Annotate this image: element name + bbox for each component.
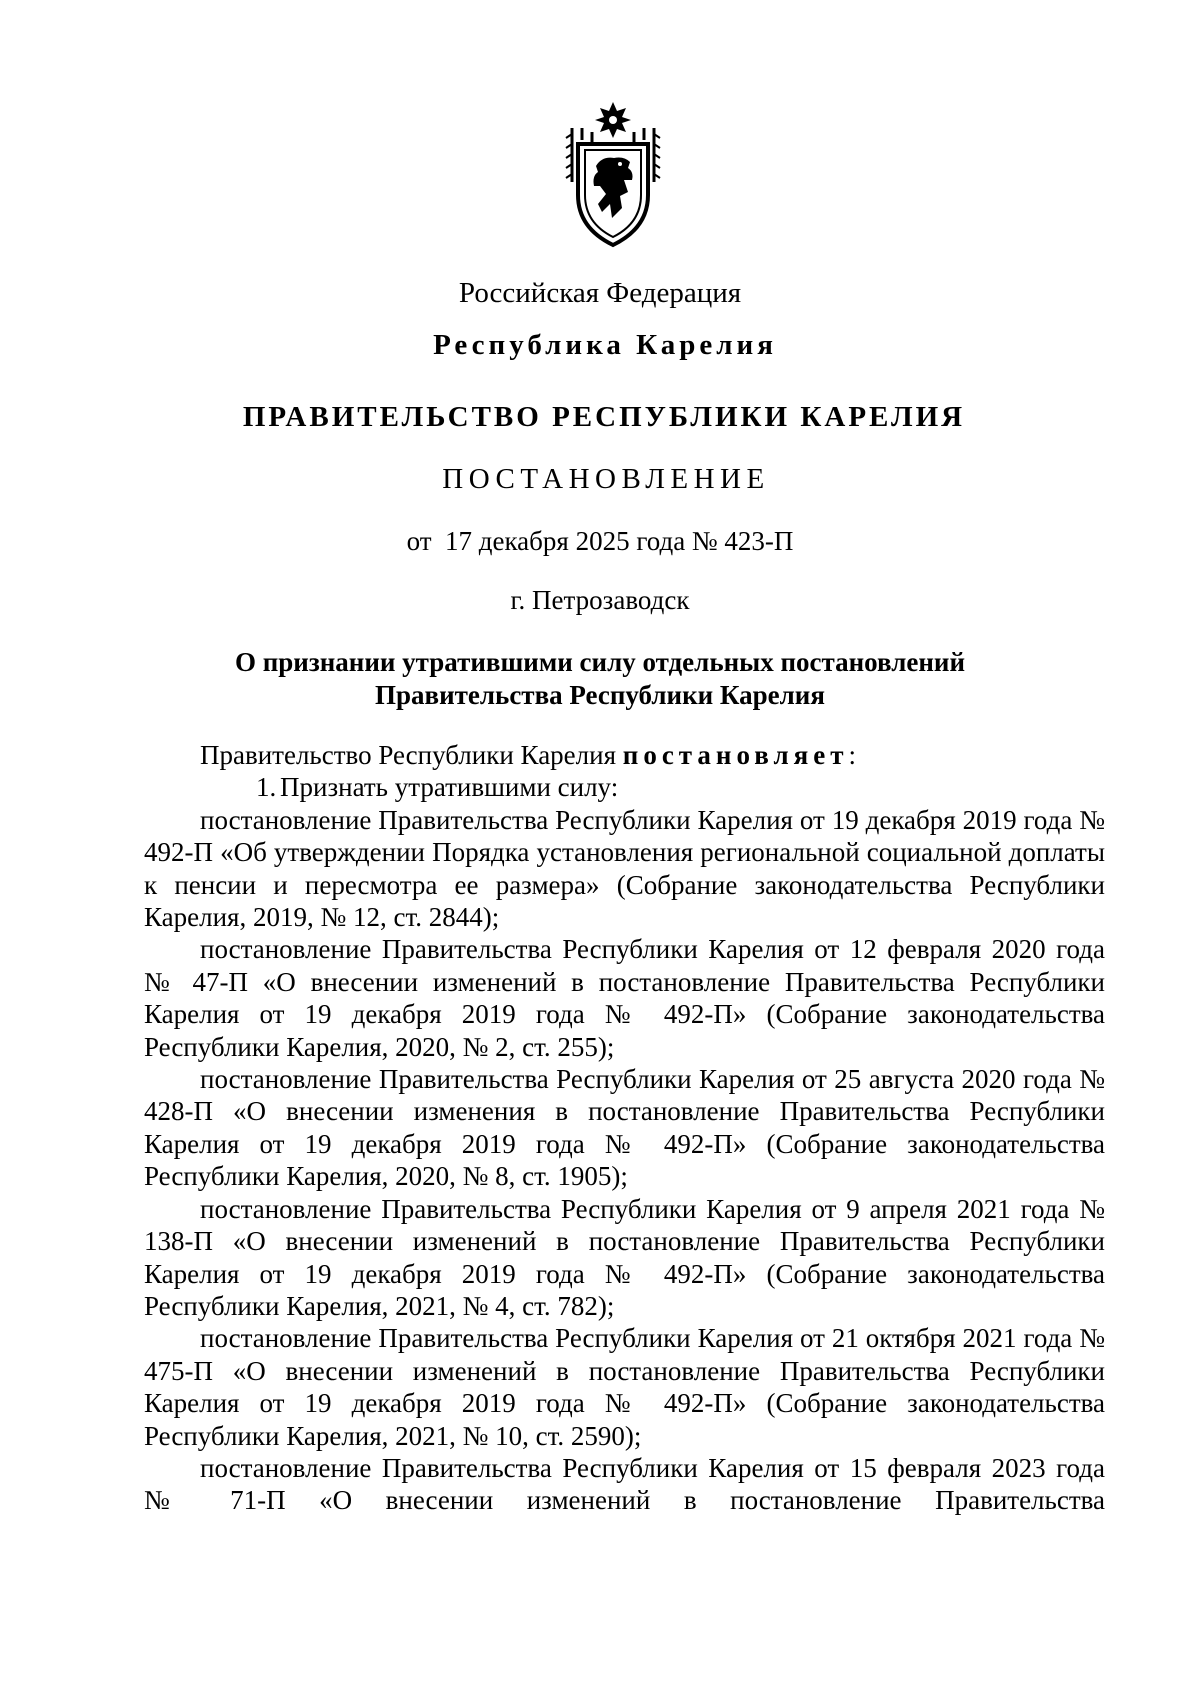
item-1-text: Признать утратившими силу: bbox=[280, 772, 619, 803]
decree-paragraph: постановление Правительства Республики Карелия от 25 августа 2020 года № 428-П «О внесении изменения в постановление Правительства Республики Карелия от 19 декабря 2019 года № 492-П» (Собрание законодательства Республики Карелия, 2020, № 8, ст. 1905); bbox=[144, 1064, 1105, 1192]
decree-paragraph: постановление Правительства Республики Карелия от 19 декабря 2019 года № 492-П «Об утверждении Порядка установления региональной социальной доплаты к пенсии и пересмотра ее размера» (Собрание законодательства Республики Карелия, 2019, № 12, ст. 2844); bbox=[144, 804, 1105, 933]
decree-paragraph: постановление Правительства Республики Карелия от 15 февраля 2023 года № 71-П «О внесении изменений в постановление Правительства bbox=[144, 1452, 1105, 1516]
government-name: ПРАВИТЕЛЬСТВО РЕСПУБЛИКИ КАРЕЛИЯ bbox=[242, 401, 966, 433]
region-name: Республика Карелия bbox=[433, 329, 777, 361]
document-date-number: от 17 декабря 2025 года № 423-П bbox=[406, 526, 794, 556]
document-type: ПОСТАНОВЛЕНИЕ bbox=[442, 463, 770, 495]
intro-paragraph bbox=[144, 739, 1105, 771]
intro-end: : bbox=[848, 740, 857, 770]
country-name: Российская Федерация bbox=[458, 277, 742, 309]
coat-of-arms-icon bbox=[558, 100, 668, 250]
intro-text: Правительство Республики Карелия bbox=[200, 740, 623, 770]
document-body bbox=[144, 739, 1105, 1517]
intro-action: постановляет bbox=[622, 740, 849, 770]
item-1 bbox=[144, 771, 1105, 803]
document-title-line-1: О признании утратившими силу отдельных постановлений bbox=[234, 647, 966, 677]
document-title-line-2: Правительства Республики Карелия bbox=[375, 680, 825, 710]
item-1-number: 1. bbox=[256, 772, 277, 803]
decree-paragraph: постановление Правительства Республики Карелия от 21 октября 2021 года № 475-П «О внесении изменений в постановление Правительства Республики Карелия от 19 декабря 2019 года № 492-П» (Собрание законодательства Республики Карелия, 2021, № 10, ст. 2590); bbox=[144, 1323, 1105, 1451]
document-city: г. Петрозаводск bbox=[510, 585, 690, 615]
document-title bbox=[0, 646, 1200, 712]
decree-paragraph: постановление Правительства Республики Карелия от 12 февраля 2020 года № 47-П «О внесении изменений в постановление Правительства Республики Карелия от 19 декабря 2019 года № 492-П» (Собрание законодательства Республики Карелия, 2020, № 2, ст. 255); bbox=[144, 934, 1105, 1062]
decree-paragraph: постановление Правительства Республики Карелия от 9 апреля 2021 года № 138-П «О внесении изменений в постановление Правительства Республики Карелия от 19 декабря 2019 года № 492-П» (Собрание законодательства Республики Карелия, 2021, № 4, ст. 782); bbox=[144, 1193, 1105, 1321]
